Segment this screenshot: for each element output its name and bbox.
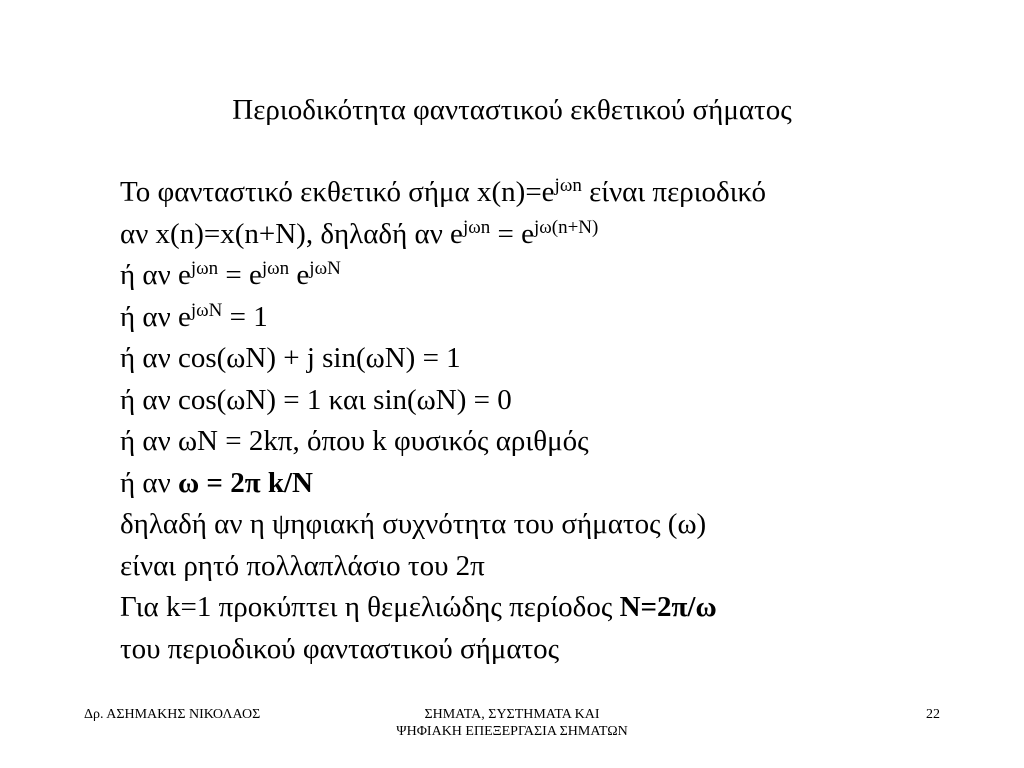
line-3-superscript-2: jωn [261,258,290,279]
footer-course-line-2: ΨΗΦΙΑΚΗ ΕΠΕΞΕΡΓΑΣΙΑ ΣΗΜΑΤΩΝ [396,724,628,739]
text-line-9: δηλαδή αν η ψηφιακή συχνότητα του σήματος (ω) [120,508,707,540]
line-3-text-b: = e [218,259,262,291]
line-1-text-b: είναι περιοδικό [581,176,766,208]
footer-course-line-1: ΣΗΜΑΤΑ, ΣΥΣΤΗΜΑΤΑ ΚΑΙ [424,707,600,722]
text-line-1 [120,172,960,214]
footer-author: Δρ. ΑΣΗΜΑΚΗΣ ΝΙΚΟΛΑΟΣ [84,707,261,722]
line-2-text-b: = e [490,217,534,250]
line-2-superscript-1: jωn [462,216,491,238]
line-4-text-a: ή αν e [120,300,191,333]
slide-title: Περιοδικότητα φανταστικού εκθετικού σήματος [232,94,792,126]
line-11-bold-formula: N=2π/ω [619,591,717,623]
text-line-5: ή αν cos(ωN) + j sin(ωN) = 1 [120,342,461,374]
text-line-4 [120,297,960,339]
line-4-superscript: jωN [190,299,223,321]
line-2-superscript-2: jω(n+N) [533,216,599,238]
line-2-text-a: αν x(n)=x(n+N), δηλαδή αν e [120,217,463,250]
line-8-bold-formula: ω = 2π k/N [177,466,313,499]
text-line-3 [120,255,960,297]
line-1-superscript: jωn [554,175,582,196]
text-line-6: ή αν cos(ωN) = 1 και sin(ωN) = 0 [120,383,512,416]
text-line-2 [120,214,960,256]
footer-course-title [312,706,712,740]
text-line-12: του περιοδικού φανταστικού σήματος [120,632,560,665]
line-3-superscript-3: jωN [309,258,341,279]
page-number: 22 [926,707,940,722]
text-line-10: είναι ρητό πολλαπλάσιο του 2π [120,549,485,582]
line-3-text-a: ή αν e [120,259,191,291]
line-1-text-a: Το φανταστικό εκθετικό σήμα x(n)=e [120,176,555,208]
line-3-text-c: e [289,259,310,291]
line-4-text-b: = 1 [222,300,268,333]
text-line-11 [120,587,960,629]
line-11-text-a: Για k=1 προκύπτει η θεμελιώδης περίοδος [120,591,620,623]
line-3-superscript-1: jωn [190,258,219,279]
text-line-8 [120,463,960,505]
slide-body [120,172,960,670]
text-line-7: ή αν ωN = 2kπ, όπου k φυσικός αριθμός [120,425,589,457]
line-8-text-a: ή αν [120,466,178,499]
